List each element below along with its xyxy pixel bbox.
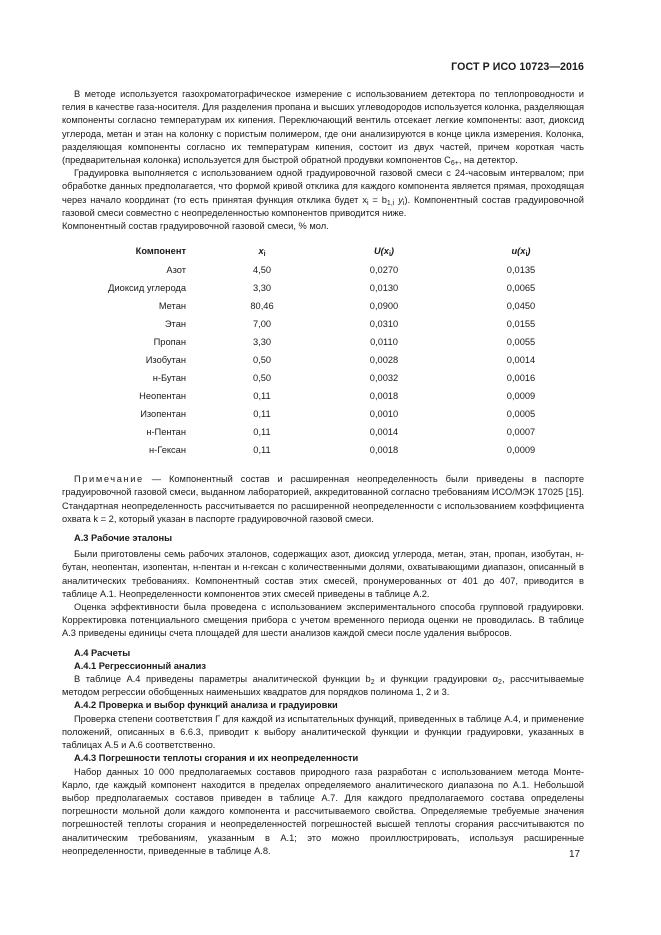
section-a3-paragraph-1: Были приготовлены семь рабочих эталонов, содержащих азот, диоксид углерода, метан, этан, пропан, изобутан, н-бутан, неопентан, изопентан, н-пентан и н-гексан с количественными долями, охватывающими диапазон, описанный в аналитических требованиях. Компонентный состав этих смесей, пронумерованных от 401 до 407, приводится в таблице А.1. Неопределенности компонентов этих смесей приведены в таблице А.2. [62, 549, 584, 599]
cell-standard-uncertainty: 0,0016 [506, 372, 536, 383]
section-a3-paragraph-2: Оценка эффективности была проведена с использованием экспериментального способа групповой градуировки. Корректировка потенциального смещения прибора с учетом временного периода оценки не проводилась. В таблице А.3 приведены единицы счета площадей для шести анализов каждой смеси после удаления выбросов. [62, 602, 584, 639]
cell-standard-uncertainty: 0,0055 [506, 336, 536, 347]
cell-x: 0,11 [253, 444, 271, 455]
cell-expanded-uncertainty: 0,0010 [369, 408, 399, 419]
table-row [62, 297, 584, 315]
table-row [62, 387, 584, 405]
table-row [62, 315, 584, 333]
cell-expanded-uncertainty: 0,0018 [369, 444, 399, 455]
cell-component: Пропан [153, 336, 186, 347]
table-row [62, 441, 584, 459]
cell-expanded-uncertainty: 0,0130 [369, 282, 399, 293]
table-row [62, 369, 584, 387]
cell-x: 80,46 [250, 300, 274, 311]
cell-component: Изобутан [145, 354, 186, 365]
cell-component: н-Гексан [149, 444, 186, 455]
intro-paragraph-1: В методе используется газохроматографическое измерение с использованием детектора по теплопроводности и гелия в качестве газа-носителя. Для разделения пропана и высших углеводородов используется колонка, разделяющая компоненты согласно температурам их кипения. Переключающий вентиль отсекает легкие компоненты: азот, диоксид углерода, метан и этан на колонку с пористым полимером, где они анализируются в конце цикла измерения. Колонка, разделяющая компоненты согласно их температурам кипения, состоит из двух частей, причем короткая часть (предварительная колонка) используется для быстрой обратной продувки компонентов $C_{6+}$, на детектор. [62, 89, 584, 168]
table-row [62, 423, 584, 441]
section-a3-title: А.3 Рабочие эталоны [74, 533, 173, 544]
cell-x: 4,50 [252, 264, 272, 275]
cell-x: 0,50 [252, 372, 272, 383]
cell-standard-uncertainty: 0,0065 [506, 282, 536, 293]
cell-x: 0,11 [253, 408, 271, 419]
cell-standard-uncertainty: 0,0135 [506, 264, 536, 275]
table-row [62, 405, 584, 423]
section-a41-title: А.4.1 Регрессионный анализ [74, 660, 206, 671]
cell-expanded-uncertainty: 0,0014 [369, 426, 399, 437]
table-body [62, 261, 584, 459]
cell-component: Этан [164, 318, 186, 329]
intro-paragraph-2: Градуировка выполняется с использованием одной градуировочной газовой смеси с 24-часовым интервалом; при обработке данных предполагается, что формой кривой отклика для каждого компонента является прямая, проходящая через начало координат (то есть принятая функция отклика будет $x_i = b_{1,i}$ $y_i$). Компонентный состав градуировочной газовой смеси совместно с неопределенностью компонентов приводится ниже. [62, 168, 584, 218]
cell-standard-uncertainty: 0,0450 [506, 300, 536, 311]
cell-expanded-uncertainty: 0,0018 [369, 390, 399, 401]
cell-component: н-Пентан [146, 426, 186, 437]
table-row [62, 261, 584, 279]
cell-component: Азот [166, 264, 186, 275]
cell-component: Изопентан [140, 408, 186, 419]
cell-expanded-uncertainty: 0,0310 [369, 318, 399, 329]
cell-standard-uncertainty: 0,0005 [506, 408, 536, 419]
cell-component: Диоксид углерода [108, 282, 186, 293]
cell-standard-uncertainty: 0,0155 [506, 318, 536, 329]
section-a41-text: В таблице А.4 приведены параметры аналитической функции $b_2$ и функции градуировки $\alpha_2$, рассчитываемые методом регрессии обобщенных наименьших квадратов для порядков полинома 1, 2 и 3. [62, 674, 584, 698]
header-component: Компонент [135, 245, 186, 256]
header-standard-uncertainty: $u(x_i)$ [511, 245, 531, 258]
cell-x: 7,00 [252, 318, 272, 329]
table-row [62, 351, 584, 369]
table-row [62, 333, 584, 351]
cell-expanded-uncertainty: 0,0270 [369, 264, 399, 275]
header-x: $x_i$ [258, 245, 266, 258]
table-header-row [62, 241, 584, 261]
table-row [62, 279, 584, 297]
table-caption: Компонентный состав градуировочной газовой смеси, % мол. [62, 221, 329, 232]
cell-expanded-uncertainty: 0,0110 [370, 336, 398, 347]
cell-x: 0,11 [253, 426, 271, 437]
cell-standard-uncertainty: 0,0009 [506, 390, 536, 401]
page-number: 17 [569, 849, 581, 860]
header-expanded-uncertainty: $U(x_i)$ [373, 245, 395, 258]
section-a43-text: Набор данных 10 000 предполагаемых составов природного газа разработан с использованием метода Монте-Карло, где каждый компонент находится в пределах определяемого аналитического диапазона по А.1. Небольшой выбор предполагаемых составов приведен в таблице А.7. Для каждого предполагаемого состава определены погрешности мольной доли каждого компонента и рассчитываемого свойства. Определяемые требуемые значения погрешностей теплоты сгорания и неопределенностей погрешностей высшей теплоты сгорания рассчитываются по аналитическим требованиям, указанным в А.1; это можно проиллюстрировать, используя расширенные неопределенности, приведенные в таблице А.8. [62, 766, 584, 856]
cell-standard-uncertainty: 0,0007 [506, 426, 536, 437]
section-a43-title: А.4.3 Погрешности теплоты сгорания и их неопределенности [74, 753, 359, 764]
section-a42-title: А.4.2 Проверка и выбор функций анализа и градуировки [74, 700, 338, 711]
cell-component: Неопентан [139, 390, 186, 401]
section-a42-text: Проверка степени соответствия Γ для каждой из испытательных функций, приведенных в таблице А.4, и применение положений, описанных в 6.6.3, приводит к выбору аналитической функции и функции градуировки, указанных в таблицах А.5 и А.6 соответственно. [62, 713, 584, 751]
cell-expanded-uncertainty: 0,0032 [369, 372, 399, 383]
cell-expanded-uncertainty: 0,0028 [369, 354, 399, 365]
cell-x: 0,50 [252, 354, 272, 365]
section-a4-title: А.4 Расчеты [74, 647, 131, 658]
cell-standard-uncertainty: 0,0009 [506, 444, 536, 455]
page-content [62, 88, 584, 858]
composition-table [62, 241, 584, 459]
cell-expanded-uncertainty: 0,0900 [369, 300, 399, 311]
table-note: Примечание — Компонентный состав и расширенная неопределенность были приведены в паспорте градуировочной газовой смеси, выданном лабораторией, аккредитованной согласно требованиям ИСО/МЭК 17025 [15]. Стандартная неопределенность рассчитывается по расширенной неопределенности с использованием коэффициента охвата k = 2, который указан в паспорте градуировочной газовой смеси. [62, 474, 584, 524]
cell-standard-uncertainty: 0,0014 [506, 354, 536, 365]
cell-component: н-Бутан [152, 372, 186, 383]
document-id: ГОСТ Р ИСО 10723—2016 [451, 61, 584, 73]
cell-component: Метан [158, 300, 186, 311]
cell-x: 3,30 [252, 282, 272, 293]
cell-x: 3,30 [252, 336, 272, 347]
cell-x: 0,11 [253, 390, 271, 401]
